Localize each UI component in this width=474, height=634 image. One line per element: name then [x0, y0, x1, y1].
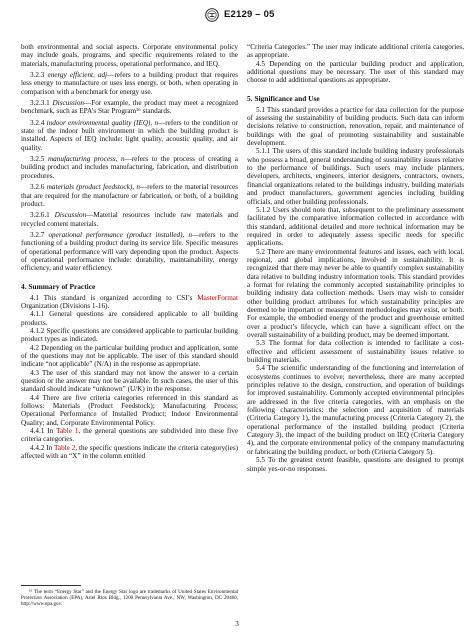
- clause-5-3: 5.3 The format for data collection is intended to facilitate a cost-effective and efficient assessment of sustainability issues relative to building materials.: [247, 339, 464, 365]
- paragraph: both environmental and social aspects. Corporate environmental policy may include goals, programs, and specific requirements related to the materials, manufacturing process, operational performance, and IEQ.: [21, 43, 238, 68]
- clause-4-4-1: 4.4.1 In Table 1, the general questions are subdivided into these five criteria categories.: [21, 427, 239, 444]
- masterformat-link[interactable]: MasterFormat: [197, 293, 238, 302]
- clause-5-1: 5.1 This standard provides a practice for data collection for the purpose of assessing the sustainability of building products. Such data can inform decisions relative to construction, renovation, repair, and maintenance of buildings with the goal of promoting sustainability and sustainable development.: [247, 105, 464, 148]
- footnote-text: ¹⁶ The term “Energy Star” and the Energy Star logo are trademarks of United States Environmental Protection Association (EPA), Ariel Rios Bldg., 1200 Pennsylvania Ave., NW, Washington, DC 20460, http://www.epa.gov.: [21, 589, 238, 608]
- standard-designation: E2129 – 05: [224, 9, 275, 20]
- page-number: 3: [235, 620, 239, 628]
- clause-4-5: 4.5 Depending on the particular building product and application, additional questions may be necessary. The user of this standard may choose to add additional questions as appropriate.: [247, 59, 464, 85]
- clause-5-4: 5.4 The scientific understanding of the functioning and interrelation of ecosystems continues to evolve; nevertheless, there are many accepted principles relative to the design, construction, and operation of buildings for improved sustainability. Commonly accepted environmental principles are addressed in the five criteria categories, with an emphasis on the following characteristics: the selection and acquisition of materials (Criteria Category 1), the manufacturing process (Criteria Category 2), the operational performance of the installed building product (Criteria Category 3), the impact of the building product on IEQ (Criteria Category 4), and the corporate environmental policy of the company manufacturing or fabricating the building product, or both (Criteria Category 5).: [247, 364, 464, 456]
- page-header: [0, 7, 474, 31]
- clause-5-2: 5.2 There are many environmental features and issues, each with local, regional, and global implications, involved in sustainability. It is recognized that there may never be able to quantify complex sustainability data relative to building industry information tools. This standard provides a format for relating the commonly accepted sustainability principles to building industry data collection methods. Users may wish to consider other building product attributes for which sustainability principles are deemed to be important or measurement methodologies may exist, or both. For example, the embodied energy of the product and greenhouse emitted over a product’s lifecycle, which can have a significant effect on the overall sustainability of a building product, may be deemed important.: [247, 247, 464, 339]
- discussion-3-2-3-1: 3.2.3.1 Discussion—For example, the product may meet a recognized benchmark, such as EPA’s Star Program¹⁶ standards.: [21, 99, 238, 116]
- footnote-divider: [21, 585, 81, 586]
- definition-3-2-4: 3.2.4 indoor environmental quality (IEQ), n—refers to the condition or state of the indoor built environment in which the building product is installed. Aspects of IEQ include: light quality, acoustic quality, and air quality.: [21, 118, 238, 152]
- clause-4-1-2: 4.1.2 Specific questions are considered applicable to particular building product types as indicated.: [21, 326, 239, 344]
- section-heading-significance: 5. Significance and Use: [247, 93, 320, 103]
- right-column: [247, 43, 464, 473]
- table-2-link[interactable]: Table 2: [54, 443, 76, 452]
- clause-4-4-2: 4.4.2 In Table 2, the specific questions indicate the criteria category(ies) affected with an “X” in the column entitled: [21, 443, 239, 461]
- clause-4-1-1: 4.1.1 General questions are considered applicable to all building products.: [21, 310, 239, 327]
- clause-4-3: 4.3 The user of this standard may not know the answer to a certain question or the answer may not be available. In such cases, the user of this standard should indicate “unknown” (U/K) in the response.: [21, 368, 238, 394]
- left-column: [21, 43, 238, 460]
- definition-3-2-6: 3.2.6 materials (product feedstock), n—refers to the material resources that are required for the manufacture or fabrication, or both, of a building product.: [21, 183, 238, 208]
- footnote: [21, 585, 238, 607]
- astm-logo-icon: [205, 8, 219, 22]
- definition-3-2-7: 3.2.7 operational performance (product installed), n—refers to the functioning of a building product during its service life. Specific measures of operational performance will vary depending upon the product. Aspects of operational performance include: durability, maintainability, energy efficiency, and water efficiency.: [21, 230, 239, 273]
- definition-3-2-5: 3.2.5 manufacturing process, n—refers to the process of creating a building product and includes manufacturing, fabrication, and distribution procedures.: [21, 155, 238, 180]
- clause-4-4: 4.4 There are five criteria categories referenced in this standard as follows: Materials (Product Feedstock); Manufacturing Process; Operational Performance of Installed Product; Indoor Environmental Quality; and, Corporate Environmental Policy.: [21, 393, 238, 427]
- discussion-3-2-6-1: 3.2.6.1 Discussion—Material resources include raw materials and recycled content materials.: [21, 211, 238, 228]
- clause-4-1: 4.1 This standard is organized according to CSI’s MasterFormat Organization (Divisions 1-16).: [21, 293, 238, 310]
- table-1-link[interactable]: Table 1: [56, 427, 79, 436]
- clause-5-1-2: 5.1.2 Users should note that, subsequent to the preliminary assessment facilitated by the comparative information collected in accordance with this standard, additional detailed and more technical information may be required in order to adequately assess specific needs for specific applications.: [247, 205, 464, 248]
- paragraph: “Criteria Categories.” The user may indicate additional criteria categories, as appropriate.: [247, 43, 464, 60]
- clause-5-5: 5.5 To the greatest extent feasible, questions are designed to prompt simple yes-or-no responses.: [247, 456, 464, 473]
- clause-4-2: 4.2 Depending on the particular building product and application, some of the questions may not be applicable. The user of this standard should indicate “not applicable” (N/A) in the response as appropriate.: [21, 343, 238, 369]
- definition-3-2-3: 3.2.3 energy efficient, adj—refers to a building product that requires less energy to manufacture or uses less energy, or both, when operating in comparison with a benchmark for energy use.: [21, 71, 239, 96]
- section-heading-summary: 4. Summary of Practice: [21, 281, 96, 291]
- clause-5-1-1: 5.1.1 The users of this standard include building industry professionals who possess a broad, general understanding of sustainability issues relative to the performance of buildings. Such users may include planners, developers, architects, engineers, interior designers, contractors, owners, financial organizations related to the buildings industry, building materials and product manufacturers, government agencies including building officials, and other building professionals.: [247, 147, 464, 206]
